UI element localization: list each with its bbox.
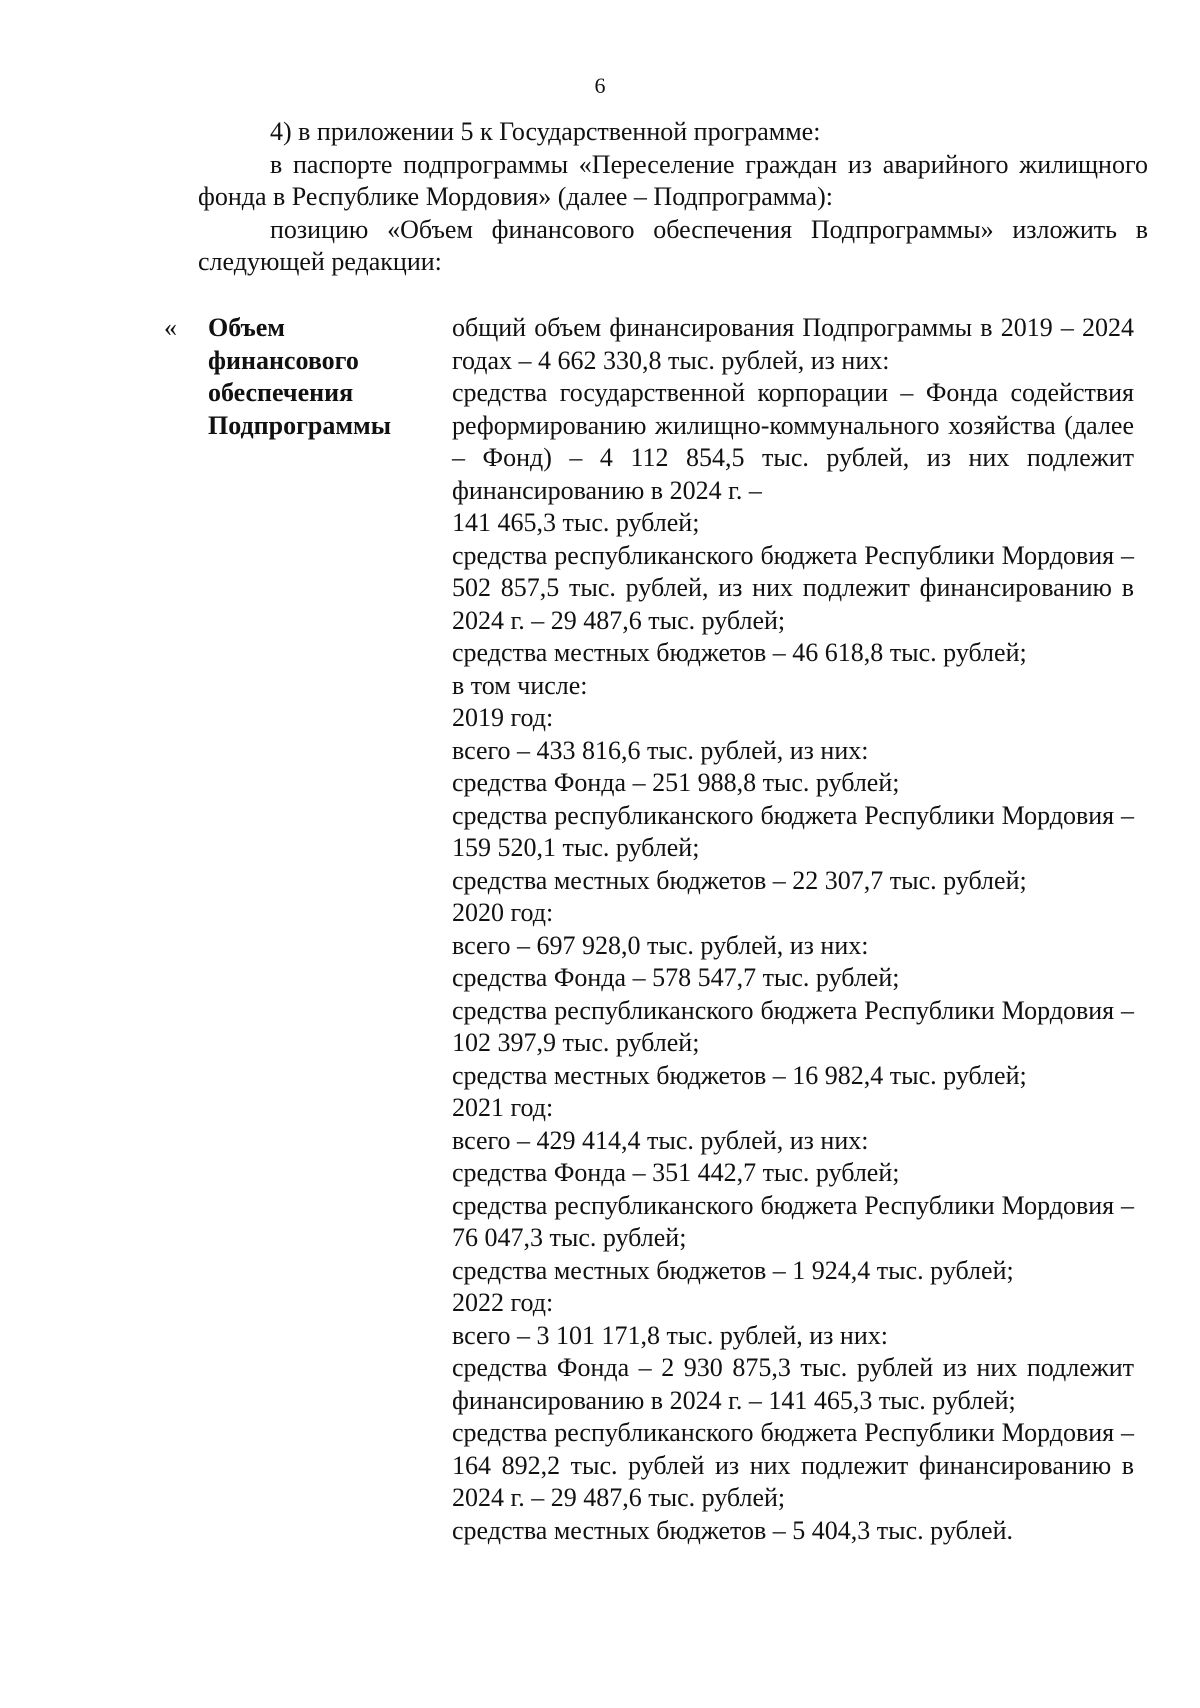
year-2019-total: всего – 433 816,6 тыс. рублей, из них: [452, 735, 869, 765]
year-2020-local: средства местных бюджетов – 16 982,4 тыс. рублей; [452, 1060, 1027, 1090]
year-heading-2019: 2019 год: [452, 703, 554, 732]
financing-total: общий объем финансирования Подпрограммы в 2019 – 2024 годах – 4 662 330,8 тыс. рублей, из них: [452, 313, 1134, 375]
year-2019-local: средства местных бюджетов – 22 307,7 тыс. рублей; [452, 865, 1027, 895]
financing-republic: средства республиканского бюджета Республики Мордовия – 502 857,5 тыс. рублей, из них подлежит финансированию в 2024 г. – 29 487,6 тыс. рублей; [452, 540, 1134, 635]
year-2020-fund: средства Фонда – 578 547,7 тыс. рублей; [452, 963, 900, 992]
year-heading-2022: 2022 год: [452, 1288, 554, 1317]
financing-fund: средства государственной корпорации – Фонда содействия реформированию жилищно-коммунального хозяйства (далее – Фонд) – 4 112 854,5 тыс. рублей, из них подлежит финансированию в 2024 г. – [452, 378, 1134, 505]
year-2020-total: всего – 697 928,0 тыс. рублей, из них: [452, 930, 869, 960]
intro-line-1: 4) в приложении 5 к Государственной программе: [270, 117, 821, 146]
financing-content [452, 312, 1134, 1547]
financing-fund-2024: 141 465,3 тыс. рублей; [452, 508, 700, 537]
financing-local: средства местных бюджетов – 46 618,8 тыс. рублей; [452, 638, 1027, 667]
intro-text [198, 116, 1148, 279]
year-2021-fund: средства Фонда – 351 442,7 тыс. рублей; [452, 1158, 900, 1187]
year-2021-local: средства местных бюджетов – 1 924,4 тыс. рублей; [452, 1255, 1014, 1285]
year-2021-total: всего – 429 414,4 тыс. рублей, из них: [452, 1125, 869, 1155]
year-2019-fund: средства Фонда – 251 988,8 тыс. рублей; [452, 768, 900, 797]
financing-including: в том числе: [452, 670, 588, 700]
year-2020-republic: средства республиканского бюджета Республики Мордовия – 102 397,9 тыс. рублей; [452, 995, 1134, 1057]
year-2019-republic: средства республиканского бюджета Республики Мордовия – 159 520,1 тыс. рублей; [452, 800, 1134, 862]
year-2022-republic: средства республиканского бюджета Республики Мордовия – 164 892,2 тыс. рублей из них подлежит финансированию в 2024 г. – 29 487,6 тыс. рублей; [452, 1418, 1134, 1512]
year-2021-republic: средства республиканского бюджета Республики Мордовия – 76 047,3 тыс. рублей; [452, 1190, 1134, 1252]
year-2022-total: всего – 3 101 171,8 тыс. рублей, из них: [452, 1320, 888, 1350]
position-label-line: Подпрограммы [208, 410, 392, 440]
year-heading-2021: 2021 год: [452, 1093, 554, 1122]
page-number: 6 [594, 73, 606, 98]
year-heading-2020: 2020 год: [452, 898, 554, 927]
year-2022-fund: средства Фонда – 2 930 875,3 тыс. рублей из них подлежит финансированию в 2024 г. – 141 465,3 тыс. рублей; [452, 1353, 1134, 1415]
year-2022-local: средства местных бюджетов – 5 404,3 тыс. рублей. [452, 1515, 1013, 1545]
opening-quote-mark: « [164, 313, 177, 342]
intro-line-2: в паспорте подпрограммы «Переселение граждан из аварийного жилищного фонда в Республике Мордовия» (далее – Подпрограмма): [198, 149, 1148, 211]
position-label-line: финансового [208, 345, 359, 375]
position-label [208, 312, 438, 442]
intro-line-3: позицию «Объем финансового обеспечения Подпрограммы» изложить в следующей редакции: [198, 214, 1148, 276]
position-label-line: Объем [208, 313, 285, 342]
position-label-line: обеспечения [208, 378, 354, 407]
